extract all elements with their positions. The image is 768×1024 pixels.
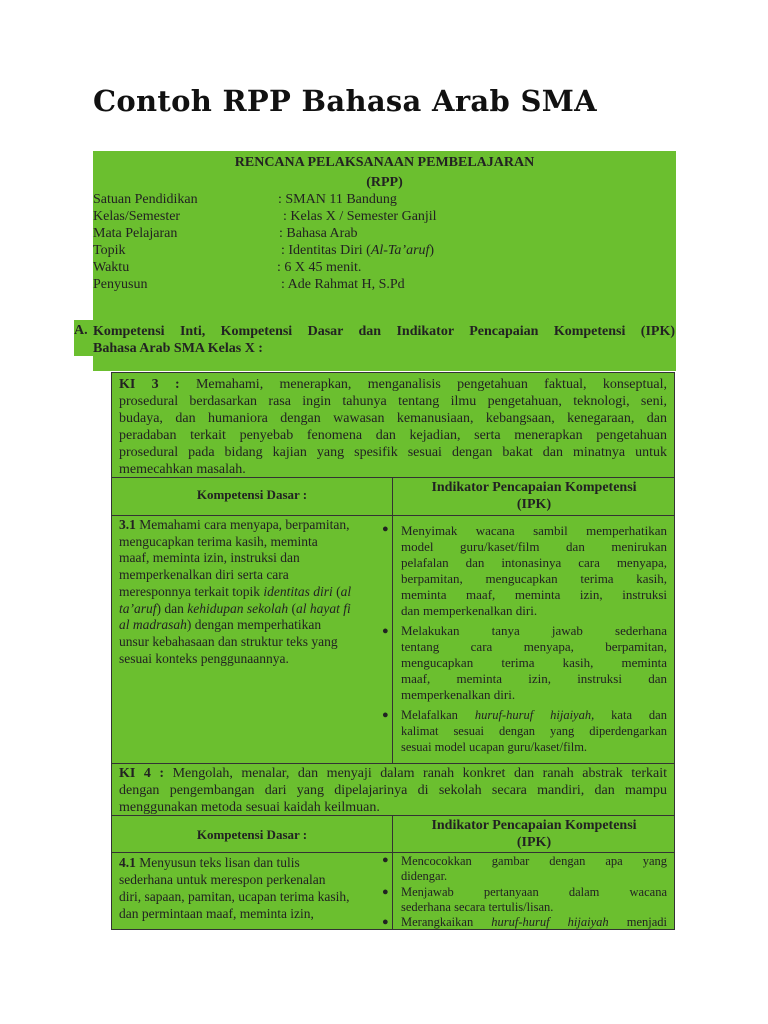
bullet-icon: ●: [382, 916, 389, 928]
meta-label-mapel: Mata Pelajaran: [93, 226, 178, 241]
meta-label-kelas: Kelas/Semester: [93, 209, 181, 224]
meta-label-penyusun: Penyusun: [93, 277, 148, 292]
ipk-4-1-item-1: ● Mencocokkan gambar dengan apa yang didengar.: [382, 854, 667, 883]
section-a-background-lower: [93, 356, 676, 371]
ipk-3-1-item-3: ● Melafalkan huruf-huruf hijaiyah, kata dan kalimat sesuai dengan yang diperdengarkan sesuai model ucapan guru/kaset/film.: [382, 708, 667, 754]
competency-table: [111, 372, 675, 930]
meta-value-kelas: : Kelas X / Semester Ganjil: [283, 209, 437, 224]
meta-value-topik: : Identitas Diri (Al-Ta’aruf): [281, 243, 435, 258]
meta-value-satuan: : SMAN 11 Bandung: [278, 192, 397, 207]
ipk-header-2: Indikator Pencapaian Kompetensi (IPK): [431, 818, 637, 850]
ki3-text: KI 3 : Memahami, menerapkan, menganalisis pengetahuan faktual, konseptual, prosedural berdasarkan rasa ingin tahunya tentang ilmu pengetahuan, teknologi, seni, budaya, dan humaniora dengan wawasan kemanusiaan, kebangsaan, kenegaraan, dan peradaban terkait penyebab fenomena dan kejadian, serta menerapkan pengetahuan prosedural pada bidang kajian yang spesifik sesuai dengan bakat dan minatnya untuk memecahkan masalah.: [119, 377, 668, 477]
bullet-icon: ●: [382, 886, 389, 898]
rpp-title: RENCANA PELAKSANAAN PEMBELAJARAN: [234, 155, 535, 170]
bullet-icon: ●: [382, 709, 389, 721]
kd-3-1: 3.1 Memahami cara menyapa, berpamitan, mengucapkan terima kasih, meminta maaf, meminta izin, instruksi dan memperkenalkan diri serta cara meresponnya terkait topik identitas diri (al ta’aruf) dan kehidupan sekolah (al hayat fi al madrasah) dengan memperhatikan unsur kebahasaan dan struktur teks yang sesuai konteks penggunaannya.: [119, 517, 352, 666]
meta-label-topik: Topik: [93, 243, 126, 258]
kd-4-1: 4.1 Menyusun teks lisan dan tulis sederhana untuk merespon perkenalan diri, sapaan, pamitan, ucapan terima kasih, dan permintaan maaf, meminta izin,: [119, 855, 350, 921]
ipk-3-1-item-1: ● Menyimak wacana sambil memperhatikan model guru/kaset/film dan menirukan pelafalan dan intonasinya cara menyapa, berpamitan, mengucapkan terima kasih, meminta maaf, meminta izin, instruksi dan memperkenalkan diri.: [382, 523, 667, 618]
meta-value-waktu: : 6 X 45 menit.: [277, 260, 362, 275]
bullet-icon: ●: [382, 625, 389, 637]
kd-header-2: Kompetensi Dasar :: [196, 827, 308, 842]
meta-label-waktu: Waktu: [93, 260, 130, 275]
ipk-3-1-item-2: ● Melakukan tanya jawab sederhana tentang cara menyapa, berpamitan, mengucapkan terima kasih, meminta maaf, meminta izin, instruksi dan memperkenalkan diri.: [382, 623, 667, 702]
bullet-icon: ●: [382, 523, 389, 535]
rpp-header: [93, 151, 676, 320]
meta-label-satuan: Satuan Pendidikan: [93, 192, 198, 207]
ipk-4-1-item-3: ● Merangkaikan huruf-huruf hijaiyah menjadi: [382, 915, 667, 929]
ipk-header: Indikator Pencapaian Kompetensi (IPK): [431, 480, 637, 512]
bullet-icon: ●: [382, 854, 389, 866]
meta-value-penyusun: : Ade Rahmat H, S.Pd: [281, 277, 405, 292]
section-a-letter: A.: [74, 323, 88, 338]
meta-value-mapel: : Bahasa Arab: [279, 226, 358, 241]
ipk-4-1-item-2: ● Menjawab pertanyaan dalam wacana sederhana secara tertulis/lisan.: [382, 885, 667, 914]
kd-header: Kompetensi Dasar :: [196, 487, 308, 502]
section-a-heading: Kompetensi Inti, Kompetensi Dasar dan Indikator Pencapaian Kompetensi (IPK) Bahasa Arab SMA Kelas X :: [93, 324, 675, 356]
page-title: Contoh RPP Bahasa Arab SMA: [93, 84, 597, 118]
ki4-text: KI 4 : Mengolah, menalar, dan menyaji dalam ranah konkret dan ranah abstrak terkait dengan pengembangan dari yang dipelajarinya di sekolah secara mandiri, dan mampu menggunakan metoda sesuai kaidah keilmuan.: [119, 766, 668, 815]
rpp-subtitle: (RPP): [366, 175, 403, 190]
